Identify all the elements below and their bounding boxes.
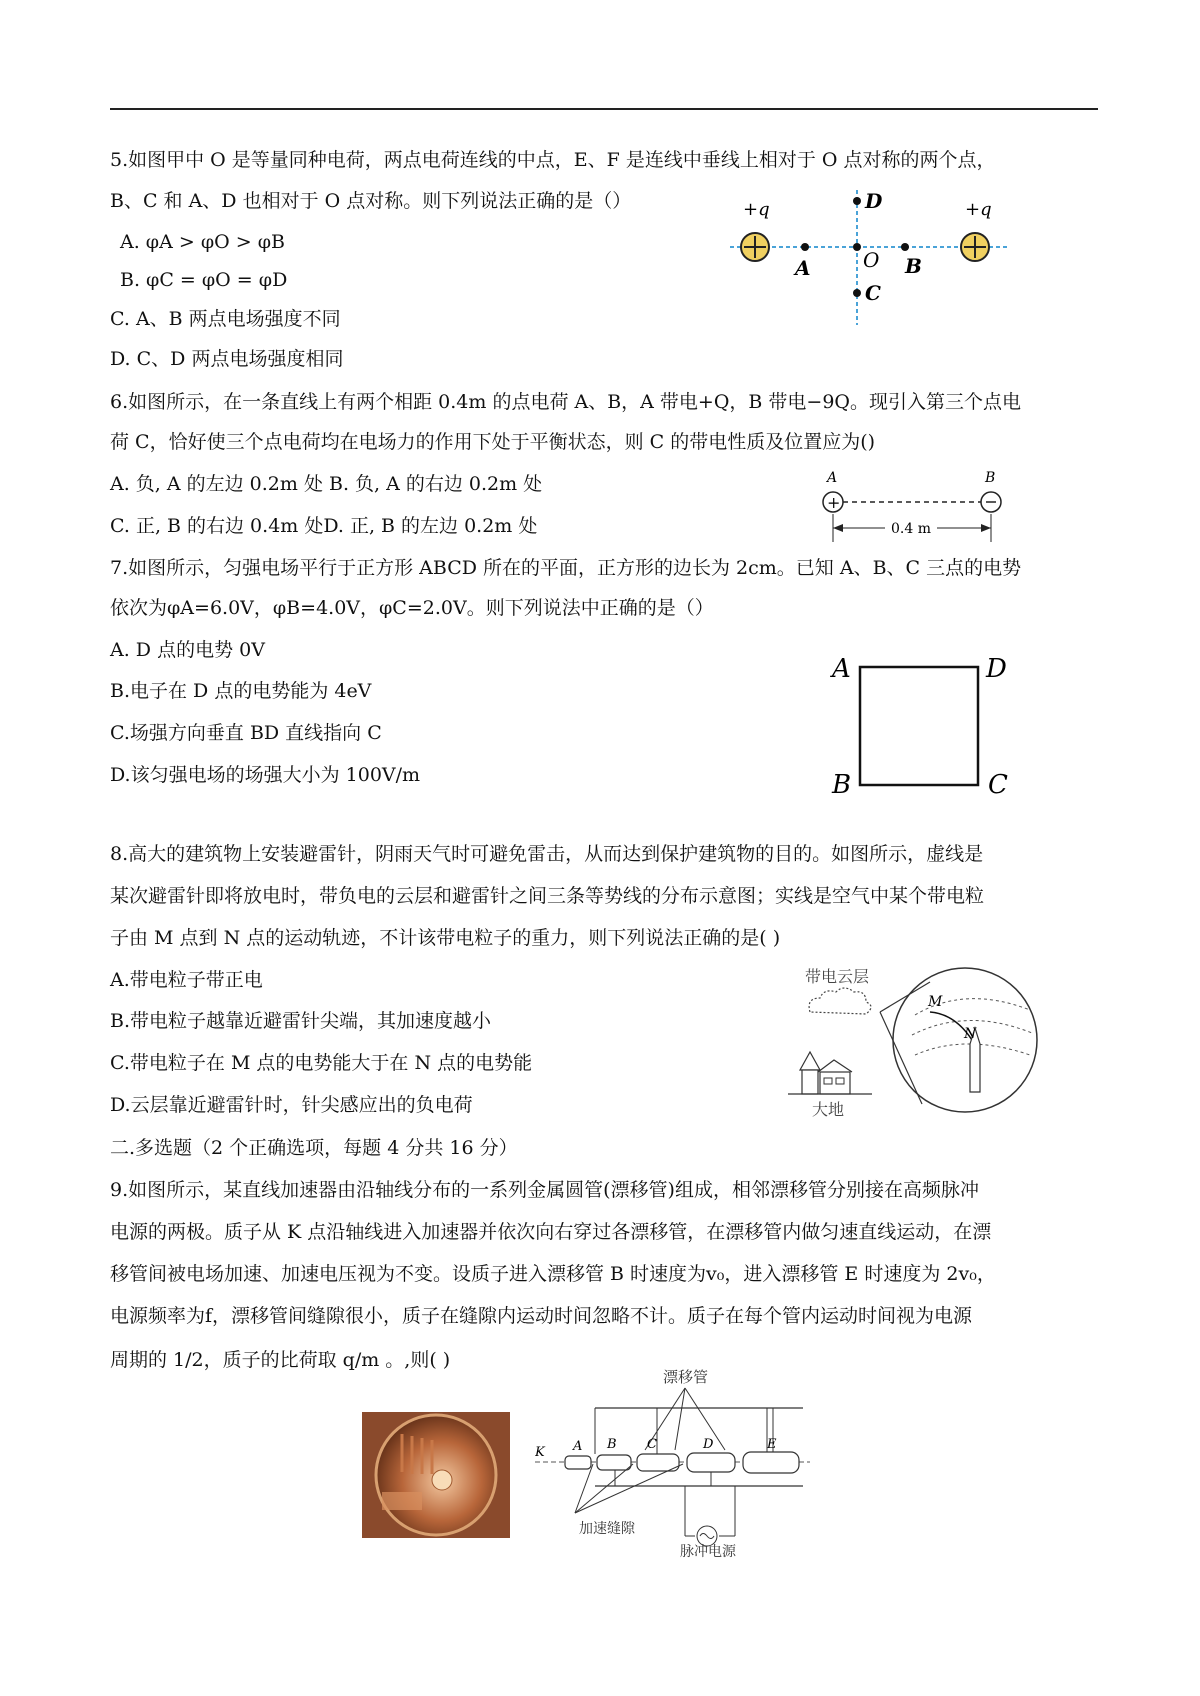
q9-line1: 9.如图所示，某直线加速器由沿轴线分布的一系列金属圆管(漂移管)组成，相邻漂移管分别接在高频脉冲 [110, 1179, 979, 1201]
q5-label-o: O [863, 248, 880, 272]
q5-option-d: D. C、D 两点电场强度相同 [110, 348, 344, 370]
q9-line3: 移管间被电场加速、加速电压视为不变。设质子进入漂移管 B 时速度为v₀，进入漂移管 E 时速度为 2v₀， [110, 1263, 996, 1285]
q8-lightning-rod-diagram [780, 960, 1040, 1120]
q9-label-b: B [607, 1437, 617, 1452]
q8-label-m: M [928, 994, 943, 1010]
q7-label-b: B [832, 770, 852, 800]
q8-line1: 8.高大的建筑物上安装避雷针，阴雨天气时可避免雷击，从而达到保护建筑物的目的。如图所示，虚线是 [110, 843, 984, 865]
q7-label-a: A [832, 654, 851, 684]
q5-label-d: D [865, 189, 883, 213]
q6-options-cd: C. 正, B 的右边 0.4m 处D. 正, B 的左边 0.2m 处 [110, 515, 538, 537]
q9-line5: 周期的 1/2，质子的比荷取 q/m 。,则( ) [110, 1349, 451, 1371]
q5-label-b: B [905, 254, 922, 278]
q7-option-c: C.场强方向垂直 BD 直线指向 C [110, 722, 382, 744]
q8-line3: 子由 M 点到 N 点的运动轨迹，不计该带电粒子的重力，则下列说法正确的是( ) [110, 927, 781, 949]
q6-options-ab: A. 负, A 的左边 0.2m 处 B. 负, A 的右边 0.2m 处 [110, 473, 543, 495]
q6-line2: 荷 C，恰好使三个点电荷均在电场力的作用下处于平衡状态，则 C 的带电性质及位置应为() [110, 431, 876, 453]
q5-option-b: B. φC = φO = φD [120, 269, 288, 291]
q7-label-d: D [986, 654, 1007, 684]
q8-cloud-label: 带电云层 [805, 967, 870, 986]
q8-ground-label: 大地 [812, 1100, 845, 1119]
q7-square-diagram [830, 650, 1020, 800]
q7-option-b: B.电子在 D 点的电势能为 4eV [110, 680, 372, 702]
q5-option-a: A. φA > φO > φB [120, 231, 285, 253]
q9-line4: 电源频率为f，漂移管间缝隙很小，质子在缝隙内运动时间忽略不计。质子在每个管内运动时间视为电源 [110, 1305, 973, 1327]
q9-label-d: D [703, 1437, 714, 1452]
q7-line1: 7.如图所示，匀强电场平行于正方形 ABCD 所在的平面，正方形的边长为 2cm。已知 A、B、C 三点的电势 [110, 557, 1022, 579]
q5-line2: B、C 和 A、D 也相对于 O 点对称。则下列说法正确的是（） [110, 190, 632, 212]
q9-label-k: K [535, 1445, 545, 1460]
q8-line2: 某次避雷针即将放电时，带负电的云层和避雷针之间三条等势线的分布示意图；实线是空气中某个带电粒 [110, 885, 985, 907]
header-rule [110, 108, 1098, 110]
svg-text:+: + [827, 493, 841, 512]
q8-option-a: A.带电粒子带正电 [110, 969, 263, 991]
q9-label-c: C [647, 1437, 657, 1452]
q5-label-c: C [865, 281, 881, 305]
q7-option-d: D.该匀强电场的场强大小为 100V/m [110, 764, 421, 786]
q5-label-a: A [795, 256, 811, 280]
q9-label-a: A [573, 1439, 583, 1454]
q6-distance-label: 0.4 m [891, 521, 931, 537]
q5-label-q-left: +q [743, 199, 770, 220]
q7-option-a: A. D 点的电势 0V [110, 639, 265, 661]
q6-label-b: B [985, 470, 996, 486]
q8-option-c: C.带电粒子在 M 点的电势能大于在 N 点的电势能 [110, 1052, 533, 1074]
q9-drift-tube-label: 漂移管 [663, 1368, 709, 1386]
q9-line2: 电源的两极。质子从 K 点沿轴线进入加速器并依次向右穿过各漂移管，在漂移管内做匀速直线运动，在漂 [110, 1221, 992, 1243]
q5-label-q-right: +q [965, 199, 992, 220]
q7-label-c: C [988, 770, 1008, 800]
q9-accelerator-photo [362, 1412, 510, 1538]
section2-heading: 二.多选题（2 个正确选项，每题 4 分共 16 分） [110, 1137, 518, 1159]
q7-line2: 依次为φA=6.0V，φB=4.0V，φC=2.0V。则下列说法中正确的是（） [110, 597, 714, 619]
q5-line1: 5.如图甲中 O 是等量同种电荷，两点电荷连线的中点，E、F 是连线中垂线上相对于 O 点对称的两个点， [110, 149, 996, 171]
q8-option-b: B.带电粒子越靠近避雷针尖端，其加速度越小 [110, 1010, 492, 1032]
q8-option-d: D.云层靠近避雷针时，针尖感应出的负电荷 [110, 1094, 473, 1116]
q6-line1: 6.如图所示，在一条直线上有两个相距 0.4m 的点电荷 A、B，A 带电+Q，B 带电−9Q。现引入第三个点电 [110, 391, 1022, 413]
q8-label-n: N [964, 1026, 977, 1042]
q9-label-e: E [767, 1437, 777, 1452]
q5-charge-diagram [725, 185, 1015, 330]
q9-gap-label: 加速缝隙 [579, 1521, 635, 1537]
q6-label-a: A [827, 470, 838, 486]
q9-drift-tube-schematic [535, 1368, 810, 1558]
q5-option-c: C. A、B 两点电场强度不同 [110, 308, 341, 330]
q6-two-charge-diagram [815, 470, 1015, 545]
q9-source-label: 脉冲电源 [680, 1544, 736, 1558]
